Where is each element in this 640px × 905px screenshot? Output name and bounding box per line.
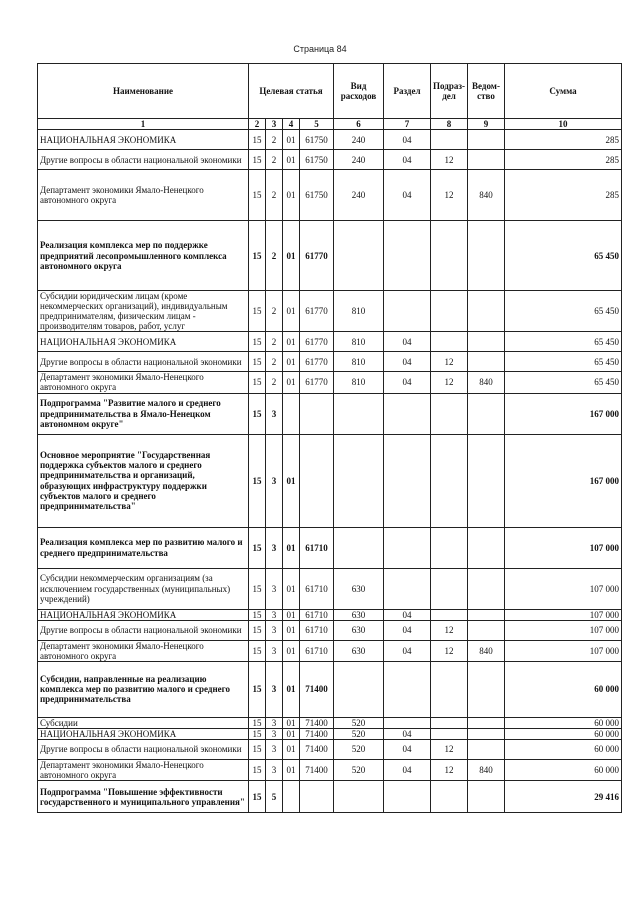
table-row (38, 434, 622, 527)
cell-podrazdel (431, 393, 468, 434)
cell-c4: 01 (283, 221, 300, 291)
cell-c3: 3 (266, 609, 283, 620)
cell-podrazdel: 12 (431, 372, 468, 393)
cell-razdel: 04 (384, 620, 431, 640)
cell-c5 (300, 434, 334, 527)
cell-c5: 61750 (300, 170, 334, 221)
cell-c4: 01 (283, 352, 300, 372)
cell-vid: 240 (334, 150, 384, 170)
column-number: 9 (468, 119, 505, 130)
cell-vedom: 840 (468, 759, 505, 780)
table-row (38, 661, 622, 717)
cell-podrazdel (431, 130, 468, 150)
cell-c4: 01 (283, 527, 300, 568)
cell-c3: 3 (266, 739, 283, 759)
cell-podrazdel (431, 332, 468, 352)
cell-vid (334, 781, 384, 813)
cell-vid (334, 661, 384, 717)
table-row (38, 717, 622, 728)
cell-vid: 520 (334, 739, 384, 759)
cell-vedom (468, 568, 505, 609)
cell-c5: 71400 (300, 717, 334, 728)
cell-razdel: 04 (384, 372, 431, 393)
cell-razdel: 04 (384, 728, 431, 739)
cell-name: Департамент экономики Ямало-Ненецкого автономного округа (38, 170, 249, 221)
cell-razdel: 04 (384, 739, 431, 759)
cell-c5: 71400 (300, 661, 334, 717)
cell-vid: 810 (334, 291, 384, 332)
cell-c4: 01 (283, 568, 300, 609)
cell-c2: 15 (249, 781, 266, 813)
cell-c2: 15 (249, 527, 266, 568)
cell-name: Департамент экономики Ямало-Ненецкого автономного округа (38, 372, 249, 393)
table-row (38, 728, 622, 739)
cell-name: Субсидии, направленные на реализацию комплекса мер по развитию малого и среднего предпринимательства (38, 661, 249, 717)
cell-razdel: 04 (384, 759, 431, 780)
cell-name: Реализация комплекса мер по поддержке предприятий лесопромышленного комплекса автономного округа (38, 221, 249, 291)
cell-c2: 15 (249, 150, 266, 170)
cell-vid (334, 527, 384, 568)
cell-c2: 15 (249, 434, 266, 527)
table-row (38, 393, 622, 434)
cell-summa: 167 000 (505, 393, 622, 434)
cell-vedom (468, 221, 505, 291)
table-row (38, 352, 622, 372)
table-row (38, 130, 622, 150)
cell-c4 (283, 393, 300, 434)
cell-c5: 61770 (300, 291, 334, 332)
cell-vedom (468, 150, 505, 170)
cell-vid: 810 (334, 332, 384, 352)
cell-vid: 240 (334, 170, 384, 221)
cell-vedom (468, 609, 505, 620)
cell-c4: 01 (283, 739, 300, 759)
table-row (38, 640, 622, 661)
cell-vid: 810 (334, 372, 384, 393)
cell-c5: 61710 (300, 527, 334, 568)
cell-razdel: 04 (384, 332, 431, 352)
table-row (38, 609, 622, 620)
cell-podrazdel: 12 (431, 640, 468, 661)
cell-c3: 2 (266, 372, 283, 393)
cell-c4: 01 (283, 332, 300, 352)
cell-razdel: 04 (384, 609, 431, 620)
cell-c2: 15 (249, 640, 266, 661)
column-number: 3 (266, 119, 283, 130)
cell-c4 (283, 781, 300, 813)
cell-vid (334, 221, 384, 291)
cell-vid: 630 (334, 609, 384, 620)
cell-razdel (384, 717, 431, 728)
cell-c2: 15 (249, 332, 266, 352)
cell-vedom (468, 728, 505, 739)
cell-name: Департамент экономики Ямало-Ненецкого автономного округа (38, 640, 249, 661)
column-number: 7 (384, 119, 431, 130)
cell-vid: 810 (334, 352, 384, 372)
cell-c2: 15 (249, 568, 266, 609)
cell-c2: 15 (249, 372, 266, 393)
budget-table (37, 63, 622, 813)
cell-c3: 2 (266, 221, 283, 291)
cell-razdel (384, 221, 431, 291)
cell-summa: 285 (505, 130, 622, 150)
cell-vedom (468, 352, 505, 372)
cell-name: Основное мероприятие "Государственная поддержка субъектов малого и среднего предпринимательства и организаций, образующих инфраструктуру поддержки субъектов малого и среднего предпринимательства" (38, 434, 249, 527)
cell-summa: 107 000 (505, 620, 622, 640)
table-row (38, 759, 622, 780)
cell-c2: 15 (249, 352, 266, 372)
column-number: 5 (300, 119, 334, 130)
column-number: 1 (38, 119, 249, 130)
cell-summa: 60 000 (505, 759, 622, 780)
cell-razdel (384, 781, 431, 813)
cell-vedom (468, 620, 505, 640)
cell-c3: 2 (266, 150, 283, 170)
cell-vid: 240 (334, 130, 384, 150)
cell-vid: 520 (334, 717, 384, 728)
cell-summa: 65 450 (505, 221, 622, 291)
cell-c3: 3 (266, 527, 283, 568)
cell-vid (334, 393, 384, 434)
cell-summa: 65 450 (505, 372, 622, 393)
column-numbers-row (38, 119, 622, 130)
cell-c2: 15 (249, 717, 266, 728)
cell-c2: 15 (249, 728, 266, 739)
cell-vid: 630 (334, 640, 384, 661)
cell-c3: 3 (266, 728, 283, 739)
header-department: Ведом-ство (468, 64, 505, 119)
cell-c4: 01 (283, 640, 300, 661)
cell-razdel (384, 661, 431, 717)
cell-c5: 71400 (300, 728, 334, 739)
table-row (38, 291, 622, 332)
cell-c4: 01 (283, 434, 300, 527)
cell-summa: 107 000 (505, 640, 622, 661)
cell-podrazdel (431, 609, 468, 620)
column-number: 8 (431, 119, 468, 130)
table-row (38, 332, 622, 352)
cell-vid: 520 (334, 759, 384, 780)
cell-c2: 15 (249, 130, 266, 150)
cell-podrazdel (431, 661, 468, 717)
cell-c3: 2 (266, 332, 283, 352)
cell-c5: 61750 (300, 130, 334, 150)
header-sum: Сумма (505, 64, 622, 119)
cell-podrazdel (431, 221, 468, 291)
cell-name: Подпрограмма "Развитие малого и среднего предпринимательства в Ямало-Ненецком автономном округе" (38, 393, 249, 434)
table-row (38, 170, 622, 221)
cell-podrazdel: 12 (431, 620, 468, 640)
cell-c3: 2 (266, 170, 283, 221)
cell-podrazdel: 12 (431, 150, 468, 170)
cell-name: Реализация комплекса мер по развитию малого и среднего предпринимательства (38, 527, 249, 568)
cell-razdel: 04 (384, 640, 431, 661)
table-row (38, 620, 622, 640)
cell-name: Другие вопросы в области национальной экономики (38, 739, 249, 759)
cell-summa: 60 000 (505, 717, 622, 728)
cell-razdel (384, 527, 431, 568)
cell-summa: 107 000 (505, 527, 622, 568)
cell-c5: 61750 (300, 150, 334, 170)
header-target-article: Целевая статья (249, 64, 334, 119)
cell-c5: 61770 (300, 372, 334, 393)
table-row (38, 739, 622, 759)
table-body (38, 130, 622, 813)
cell-c4: 01 (283, 717, 300, 728)
cell-vedom (468, 661, 505, 717)
cell-c5: 61710 (300, 609, 334, 620)
cell-razdel: 04 (384, 150, 431, 170)
cell-name: Подпрограмма "Повышение эффективности государственного и муниципального управления" (38, 781, 249, 813)
cell-c3: 2 (266, 130, 283, 150)
cell-name: Другие вопросы в области национальной экономики (38, 620, 249, 640)
cell-c2: 15 (249, 221, 266, 291)
cell-c3: 3 (266, 640, 283, 661)
cell-vid: 520 (334, 728, 384, 739)
cell-razdel: 04 (384, 352, 431, 372)
cell-vedom (468, 130, 505, 150)
column-number: 6 (334, 119, 384, 130)
cell-c2: 15 (249, 291, 266, 332)
cell-summa: 29 416 (505, 781, 622, 813)
cell-c5: 61710 (300, 640, 334, 661)
cell-summa: 65 450 (505, 352, 622, 372)
cell-vedom (468, 332, 505, 352)
cell-podrazdel (431, 728, 468, 739)
cell-c2: 15 (249, 661, 266, 717)
cell-podrazdel: 12 (431, 352, 468, 372)
cell-name: Субсидии юридическим лицам (кроме некоммерческих организаций), индивидуальным предпринимателям, физическим лицам - производителям товаров, работ, услуг (38, 291, 249, 332)
cell-summa: 60 000 (505, 728, 622, 739)
cell-c4: 01 (283, 609, 300, 620)
cell-vedom (468, 527, 505, 568)
cell-c3: 3 (266, 620, 283, 640)
cell-podrazdel: 12 (431, 170, 468, 221)
cell-summa: 60 000 (505, 661, 622, 717)
cell-name: Субсидии (38, 717, 249, 728)
cell-c4: 01 (283, 291, 300, 332)
table-row (38, 372, 622, 393)
column-number: 4 (283, 119, 300, 130)
cell-c2: 15 (249, 759, 266, 780)
cell-c4: 01 (283, 620, 300, 640)
cell-c5: 61710 (300, 620, 334, 640)
cell-c3: 3 (266, 434, 283, 527)
cell-vedom: 840 (468, 372, 505, 393)
cell-podrazdel: 12 (431, 739, 468, 759)
cell-summa: 285 (505, 170, 622, 221)
cell-c5: 61770 (300, 352, 334, 372)
cell-c4: 01 (283, 661, 300, 717)
cell-vid: 630 (334, 620, 384, 640)
cell-vedom (468, 739, 505, 759)
column-number: 10 (505, 119, 622, 130)
table-row (38, 527, 622, 568)
cell-vid (334, 434, 384, 527)
column-number: 2 (249, 119, 266, 130)
cell-name: Другие вопросы в области национальной экономики (38, 352, 249, 372)
header-subsection: Подраз-дел (431, 64, 468, 119)
cell-razdel: 04 (384, 170, 431, 221)
cell-c5: 71400 (300, 759, 334, 780)
cell-podrazdel (431, 717, 468, 728)
header-expense-type: Вид расходов (334, 64, 384, 119)
table-row (38, 221, 622, 291)
cell-c2: 15 (249, 609, 266, 620)
cell-c3: 3 (266, 661, 283, 717)
cell-razdel (384, 393, 431, 434)
cell-summa: 285 (505, 150, 622, 170)
cell-c3: 3 (266, 717, 283, 728)
cell-name: Другие вопросы в области национальной экономики (38, 150, 249, 170)
cell-c2: 15 (249, 393, 266, 434)
page-label: Страница 84 (293, 44, 347, 54)
cell-summa: 107 000 (505, 568, 622, 609)
cell-c4: 01 (283, 150, 300, 170)
table-row (38, 150, 622, 170)
cell-c3: 3 (266, 393, 283, 434)
cell-c2: 15 (249, 620, 266, 640)
cell-vedom: 840 (468, 640, 505, 661)
cell-vedom (468, 291, 505, 332)
cell-name: НАЦИОНАЛЬНАЯ ЭКОНОМИКА (38, 728, 249, 739)
cell-summa: 65 450 (505, 332, 622, 352)
cell-razdel: 04 (384, 130, 431, 150)
cell-razdel (384, 568, 431, 609)
cell-podrazdel (431, 291, 468, 332)
cell-c4: 01 (283, 130, 300, 150)
cell-c5: 71400 (300, 739, 334, 759)
cell-c5 (300, 781, 334, 813)
cell-vedom (468, 781, 505, 813)
cell-vedom: 840 (468, 170, 505, 221)
cell-summa: 107 000 (505, 609, 622, 620)
cell-podrazdel (431, 434, 468, 527)
cell-name: НАЦИОНАЛЬНАЯ ЭКОНОМИКА (38, 332, 249, 352)
cell-summa: 167 000 (505, 434, 622, 527)
cell-c3: 3 (266, 759, 283, 780)
cell-c2: 15 (249, 739, 266, 759)
cell-c4: 01 (283, 372, 300, 393)
cell-c2: 15 (249, 170, 266, 221)
cell-c3: 3 (266, 568, 283, 609)
header-section: Раздел (384, 64, 431, 119)
cell-c4: 01 (283, 728, 300, 739)
cell-summa: 60 000 (505, 739, 622, 759)
cell-vid: 630 (334, 568, 384, 609)
cell-name: Департамент экономики Ямало-Ненецкого автономного округа (38, 759, 249, 780)
cell-name: НАЦИОНАЛЬНАЯ ЭКОНОМИКА (38, 609, 249, 620)
cell-c5: 61770 (300, 221, 334, 291)
cell-c3: 5 (266, 781, 283, 813)
cell-name: Субсидии некоммерческим организациям (за исключением государственных (муниципальных) учреждений) (38, 568, 249, 609)
cell-podrazdel (431, 568, 468, 609)
cell-c4: 01 (283, 759, 300, 780)
cell-razdel (384, 291, 431, 332)
cell-name: НАЦИОНАЛЬНАЯ ЭКОНОМИКА (38, 130, 249, 150)
cell-vedom (468, 717, 505, 728)
header-name: Наименование (38, 64, 249, 119)
cell-c4: 01 (283, 170, 300, 221)
table-row (38, 568, 622, 609)
cell-summa: 65 450 (505, 291, 622, 332)
cell-c3: 2 (266, 352, 283, 372)
cell-podrazdel: 12 (431, 759, 468, 780)
cell-vedom (468, 434, 505, 527)
cell-razdel (384, 434, 431, 527)
cell-c5: 61770 (300, 332, 334, 352)
cell-c3: 2 (266, 291, 283, 332)
cell-podrazdel (431, 527, 468, 568)
cell-c5 (300, 393, 334, 434)
cell-podrazdel (431, 781, 468, 813)
table-row (38, 781, 622, 813)
cell-c5: 61710 (300, 568, 334, 609)
cell-vedom (468, 393, 505, 434)
